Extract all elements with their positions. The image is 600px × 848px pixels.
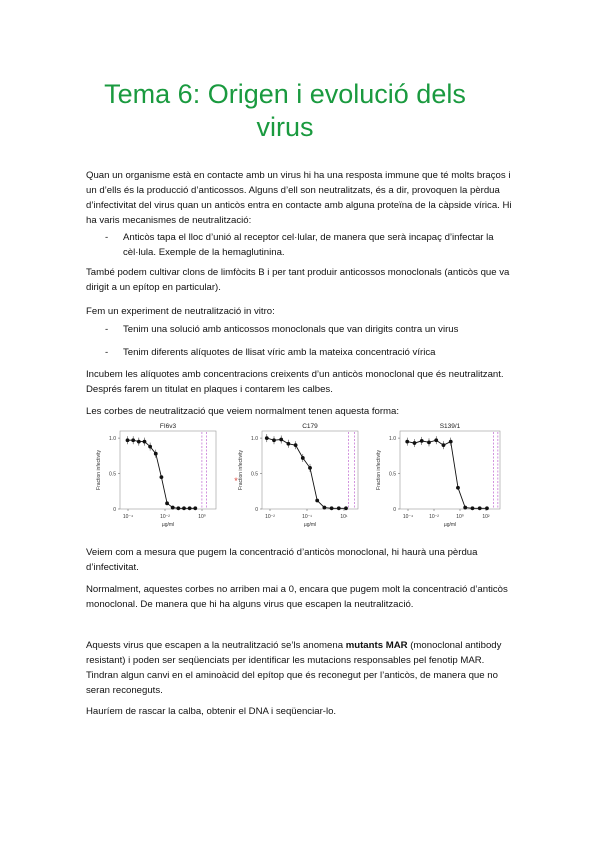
chart-title: FI6v3 xyxy=(159,423,177,430)
paragraph-mar-mutants xyxy=(86,638,516,698)
paragraph-monoclonal: També podem cultivar clons de limfòcits B i per tant produir anticossos monoclonals (anticòs que va dirigit a un epítop en particular). xyxy=(86,267,510,293)
x-tick-label: 10⁻² xyxy=(160,514,170,520)
title-line-2: virus xyxy=(256,112,314,142)
list-item xyxy=(105,230,515,260)
data-point xyxy=(126,438,130,442)
y-tick-label: 1.0 xyxy=(389,435,396,442)
y-tick-label: 0.5 xyxy=(251,471,258,478)
paragraph-escape: Normalment, aquestes corbes no arriben mai a 0, encara que pugem molt la concentració d’anticòs monoclonal. De manera que hi ha alguns virus que escapen la neutralització. xyxy=(86,584,508,610)
data-point xyxy=(265,436,269,440)
series-line xyxy=(267,438,346,508)
x-tick-label: 10⁻⁴ xyxy=(402,514,414,520)
y-tick-label: 0 xyxy=(393,506,396,513)
paragraph-infectivity-loss: Veiem com a mesura que pugem la concentració d’anticòs monoclonal, hi haurà una pèrdua d’infectivitat. xyxy=(86,547,478,573)
bullet-text: Anticòs tapa el lloc d’unió al receptor cel·lular, de manera que serà incapaç d’infectar la cèl·lula. Exemple de la hemaglutinina. xyxy=(123,232,494,258)
x-tick-label: 10⁰ xyxy=(456,514,464,520)
data-point xyxy=(171,506,175,510)
mar-text-after: (monoclonal antibody resistant) i poden ser seqüenciats per identificar les mutacions responsables pel fenotip MAR. Tindran algun canvi en el aminoàcid del epítop que és reconegut per l’anticòs, de manera que no seran reconeguts. xyxy=(86,640,502,696)
data-point xyxy=(315,499,319,503)
data-point xyxy=(308,466,312,470)
y-tick-label: 0.5 xyxy=(109,471,116,478)
data-point xyxy=(137,440,141,444)
chart-title: C179 xyxy=(302,423,318,430)
y-tick-label: 1.0 xyxy=(109,435,116,442)
data-point xyxy=(193,506,197,510)
paragraph-sequencing: Hauríem de rascar la calba, obtenir el DNA i seqüenciar-lo. xyxy=(86,706,337,717)
data-point xyxy=(154,452,158,456)
x-tick-label: 10⁻² xyxy=(265,514,275,520)
data-point xyxy=(323,506,327,510)
data-point xyxy=(131,438,135,442)
bullet-dash: - xyxy=(105,347,109,358)
data-point xyxy=(434,438,438,442)
data-point xyxy=(287,442,291,446)
data-point xyxy=(471,506,475,510)
bullet-text: Tenim diferents alíquotes de llisat víric amb la mateixa concentració vírica xyxy=(123,347,436,358)
bullet-text: Tenim una solució amb anticossos monoclonals que van dirigits contra un virus xyxy=(123,324,459,335)
mar-text-before: Aquests virus que escapen a la neutralització se’ls anomena xyxy=(86,640,346,651)
data-point xyxy=(337,506,341,510)
data-point xyxy=(272,438,276,442)
data-point xyxy=(456,486,460,490)
data-point xyxy=(442,443,446,447)
y-axis-label: Fraction infectivity xyxy=(238,449,244,491)
x-axis-label: µg/ml xyxy=(303,522,317,528)
list-item xyxy=(105,345,515,360)
y-tick-label: 0.5 xyxy=(389,471,396,478)
x-tick-label: 10⁻¹ xyxy=(302,514,312,520)
data-point xyxy=(301,456,305,460)
data-point xyxy=(165,501,169,505)
x-tick-label: 10⁻² xyxy=(429,514,439,520)
series-line xyxy=(128,440,196,508)
data-point xyxy=(420,439,424,443)
data-point xyxy=(449,440,453,444)
page-title xyxy=(0,78,600,144)
chart-title: S139/1 xyxy=(439,423,461,430)
data-point xyxy=(143,440,147,444)
series-line xyxy=(407,440,487,508)
data-point xyxy=(160,475,164,479)
data-point xyxy=(294,443,298,447)
list-item xyxy=(105,322,515,337)
asterisk-marker: * xyxy=(234,476,238,486)
bullet-dash: - xyxy=(105,232,109,243)
data-point xyxy=(405,440,409,444)
neutralization-curves-figure xyxy=(86,419,518,534)
x-tick-label: 10¹ xyxy=(340,514,348,520)
data-point xyxy=(427,440,431,444)
x-axis-label: µg/ml xyxy=(443,522,457,528)
data-point xyxy=(485,506,489,510)
paragraph-intro: Quan un organisme està en contacte amb un virus hi ha una resposta immune que té molts braços i un d’ells és la producció d’anticossos. Alguns d’ell son neutralitzats, és a dir, provoquen la pèrdua d’infectivitat del virus quan un anticòs entra en contacte amb alguna proteïna de la càpside vírica. Hi ha varis mecanismes de neutralització: xyxy=(86,170,512,226)
y-axis-label: Fraction infectivity xyxy=(96,449,102,491)
data-point xyxy=(344,506,348,510)
paragraph-curves-intro: Les corbes de neutralització que veiem normalment tenen aquesta forma: xyxy=(86,406,400,417)
x-axis-label: µg/ml xyxy=(161,522,175,528)
data-point xyxy=(463,506,467,510)
title-line-1: Tema 6: Origen i evolució dels xyxy=(104,79,466,109)
x-tick-label: 10⁻⁴ xyxy=(122,514,134,520)
x-tick-label: 10² xyxy=(482,514,490,520)
paragraph-incubation: Incubem les alíquotes amb concentracions creixents d’un anticòs monoclonal que és neutralitzant. Després farem un titulat en plaques i contarem les calbes. xyxy=(86,369,504,395)
data-point xyxy=(330,506,334,510)
data-point xyxy=(413,441,417,445)
data-point xyxy=(188,506,192,510)
data-point xyxy=(478,506,482,510)
data-point xyxy=(279,438,283,442)
data-point xyxy=(182,506,186,510)
y-tick-label: 0 xyxy=(255,506,258,513)
data-point xyxy=(176,506,180,510)
bullet-dash: - xyxy=(105,324,109,335)
paragraph-experiment: Fem un experiment de neutralització in vitro: xyxy=(86,306,275,317)
y-axis-label: Fraction infectivity xyxy=(376,449,382,491)
x-tick-label: 10⁰ xyxy=(198,514,206,520)
y-tick-label: 1.0 xyxy=(251,435,258,442)
data-point xyxy=(148,445,152,449)
y-tick-label: 0 xyxy=(113,506,116,513)
mar-mutants-term: mutants MAR xyxy=(345,640,408,651)
